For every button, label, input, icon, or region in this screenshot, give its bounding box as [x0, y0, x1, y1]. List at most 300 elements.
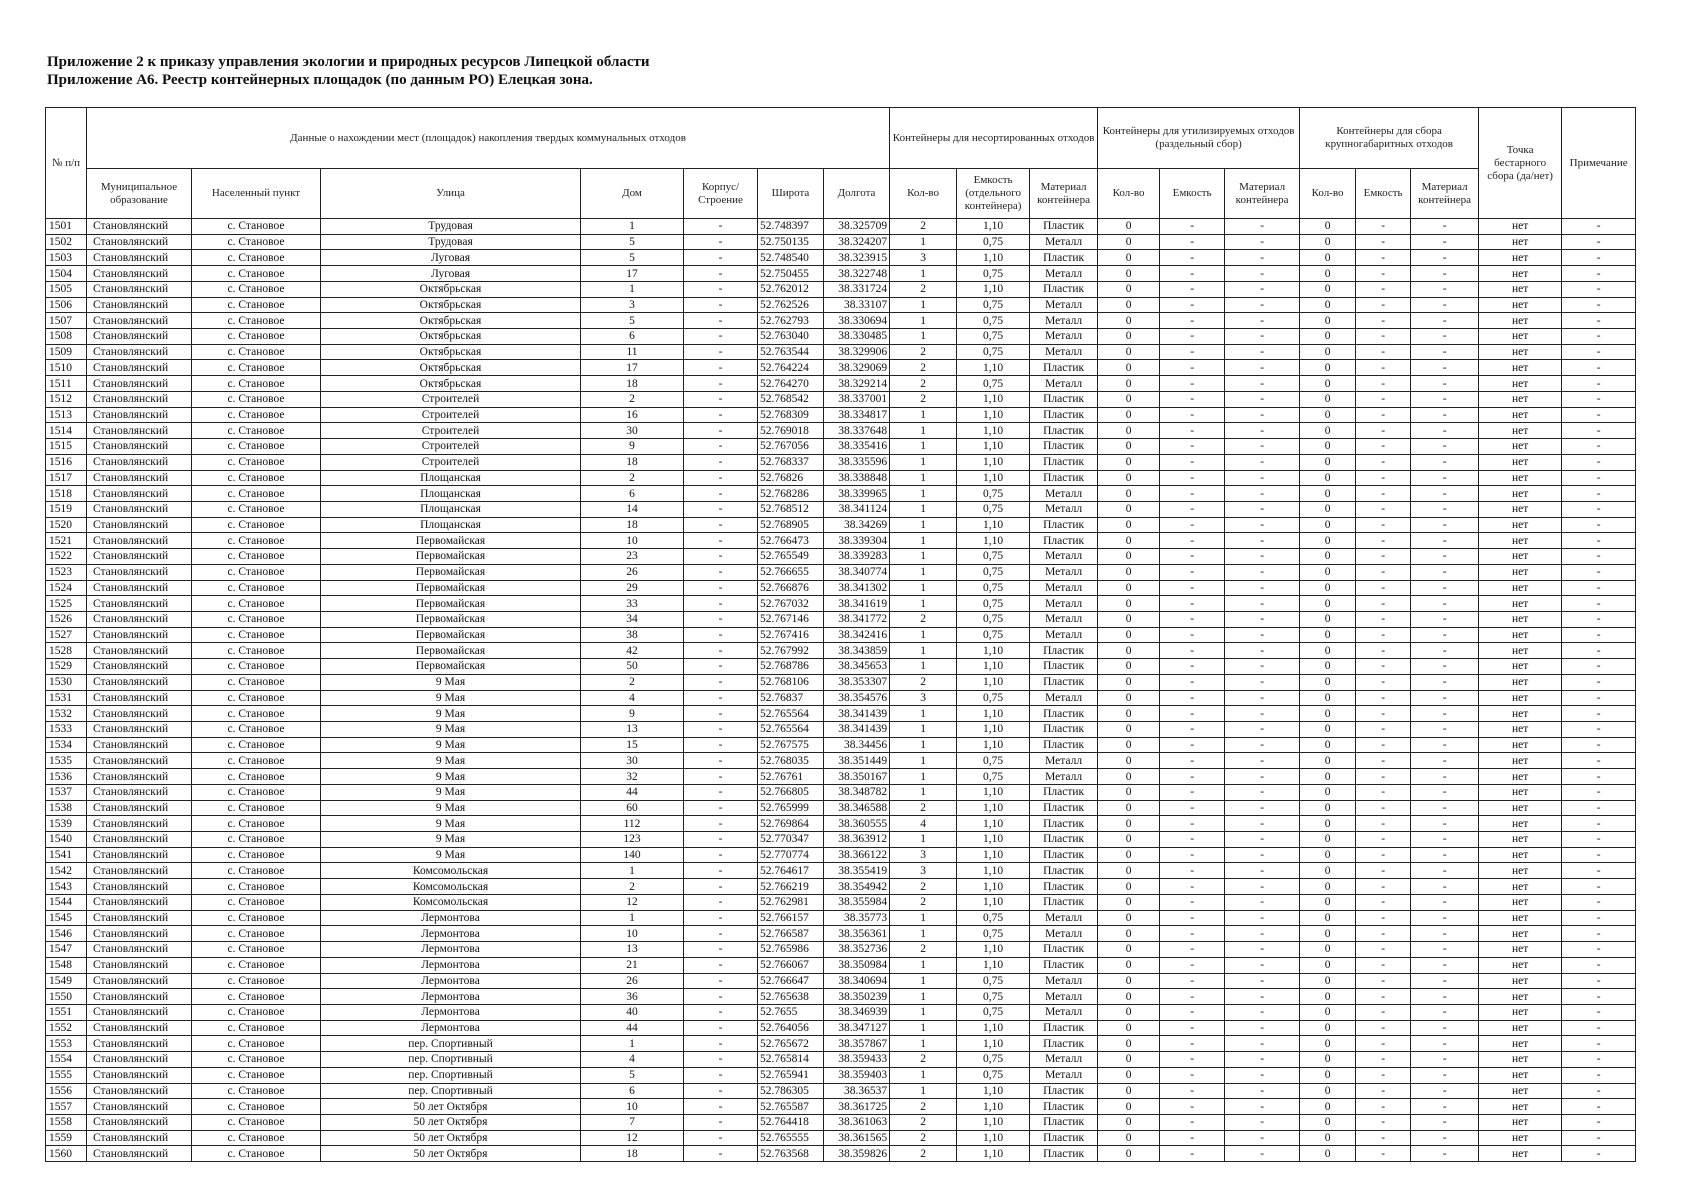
cell-street: Лермонтова	[321, 973, 581, 989]
cell-cap3: -	[1356, 769, 1411, 785]
cell-lon: 38.324207	[824, 234, 890, 250]
cell-n: 1518	[46, 486, 87, 502]
cell-q1: 1	[890, 769, 957, 785]
cell-lon: 38.359433	[824, 1052, 890, 1068]
cell-house: 44	[581, 1020, 684, 1036]
cell-cap1: 0,75	[957, 486, 1030, 502]
cell-note: -	[1562, 910, 1636, 926]
cell-point: нет	[1479, 407, 1562, 423]
cell-cap1: 0,75	[957, 753, 1030, 769]
table-row	[46, 470, 1636, 486]
cell-n: 1554	[46, 1052, 87, 1068]
cell-n: 1503	[46, 250, 87, 266]
cell-q2: 0	[1098, 234, 1160, 250]
cell-np: с. Становое	[192, 596, 321, 612]
cell-note: -	[1562, 957, 1636, 973]
cell-cap1: 0,75	[957, 1067, 1030, 1083]
cell-street: 9 Мая	[321, 847, 581, 863]
cell-house: 1	[581, 910, 684, 926]
cell-lon: 38.323915	[824, 250, 890, 266]
cell-cap2: -	[1160, 266, 1225, 282]
cell-note: -	[1562, 564, 1636, 580]
cell-street: Лермонтова	[321, 910, 581, 926]
cell-cap3: -	[1356, 250, 1411, 266]
cell-mat1: Пластик	[1030, 391, 1098, 407]
cell-mat2: -	[1225, 910, 1300, 926]
cell-mat3: -	[1411, 517, 1479, 533]
cell-point: нет	[1479, 926, 1562, 942]
cell-mat2: -	[1225, 564, 1300, 580]
cell-cap3: -	[1356, 784, 1411, 800]
cell-mat2: -	[1225, 1004, 1300, 1020]
cell-mat2: -	[1225, 1114, 1300, 1130]
cell-cap1: 0,75	[957, 910, 1030, 926]
table-row	[46, 942, 1636, 958]
cell-np: с. Становое	[192, 942, 321, 958]
cell-mat3: -	[1411, 281, 1479, 297]
header-num: № п/п	[46, 108, 87, 219]
cell-note: -	[1562, 659, 1636, 675]
cell-cap1: 0,75	[957, 266, 1030, 282]
cell-point: нет	[1479, 643, 1562, 659]
table-row	[46, 894, 1636, 910]
cell-n: 1522	[46, 549, 87, 565]
cell-cap1: 1,10	[957, 360, 1030, 376]
cell-cap2: -	[1160, 391, 1225, 407]
cell-q1: 1	[890, 910, 957, 926]
cell-n: 1558	[46, 1114, 87, 1130]
cell-cap1: 1,10	[957, 391, 1030, 407]
cell-street: Строителей	[321, 439, 581, 455]
cell-mat3: -	[1411, 910, 1479, 926]
cell-n: 1526	[46, 611, 87, 627]
cell-q2: 0	[1098, 643, 1160, 659]
cell-q1: 1	[890, 627, 957, 643]
cell-n: 1537	[46, 784, 87, 800]
cell-q3: 0	[1300, 926, 1356, 942]
cell-corp: -	[684, 894, 758, 910]
cell-mat1: Пластик	[1030, 1114, 1098, 1130]
cell-point: нет	[1479, 313, 1562, 329]
cell-note: -	[1562, 486, 1636, 502]
cell-n: 1524	[46, 580, 87, 596]
cell-np: с. Становое	[192, 784, 321, 800]
cell-street: 50 лет Октября	[321, 1146, 581, 1162]
cell-point: нет	[1479, 501, 1562, 517]
cell-cap1: 0,75	[957, 769, 1030, 785]
cell-cap2: -	[1160, 344, 1225, 360]
header-point: Точка бестарного сбора (да/нет)	[1479, 108, 1562, 219]
cell-cap3: -	[1356, 549, 1411, 565]
cell-np: с. Становое	[192, 611, 321, 627]
cell-cap2: -	[1160, 533, 1225, 549]
cell-cap1: 1,10	[957, 281, 1030, 297]
cell-n: 1527	[46, 627, 87, 643]
cell-house: 6	[581, 486, 684, 502]
cell-lat: 52.766805	[758, 784, 824, 800]
cell-q2: 0	[1098, 769, 1160, 785]
table-row	[46, 329, 1636, 345]
cell-q3: 0	[1300, 234, 1356, 250]
cell-n: 1534	[46, 737, 87, 753]
cell-street: Октябрьская	[321, 344, 581, 360]
cell-note: -	[1562, 219, 1636, 235]
cell-point: нет	[1479, 863, 1562, 879]
header-location-group: Данные о нахождении мест (площадок) накопления твердых коммунальных отходов	[87, 108, 890, 169]
table-row	[46, 517, 1636, 533]
header-row-columns	[46, 169, 1636, 219]
cell-lat: 52.766647	[758, 973, 824, 989]
cell-mat2: -	[1225, 407, 1300, 423]
cell-mat2: -	[1225, 784, 1300, 800]
cell-q1: 1	[890, 439, 957, 455]
cell-np: с. Становое	[192, 313, 321, 329]
cell-corp: -	[684, 1114, 758, 1130]
cell-mat1: Пластик	[1030, 517, 1098, 533]
cell-q1: 1	[890, 580, 957, 596]
cell-q3: 0	[1300, 942, 1356, 958]
cell-point: нет	[1479, 517, 1562, 533]
cell-np: с. Становое	[192, 847, 321, 863]
cell-house: 36	[581, 989, 684, 1005]
cell-cap2: -	[1160, 910, 1225, 926]
cell-cap3: -	[1356, 722, 1411, 738]
cell-street: 9 Мая	[321, 800, 581, 816]
cell-q3: 0	[1300, 816, 1356, 832]
cell-lat: 52.768035	[758, 753, 824, 769]
cell-mat3: -	[1411, 973, 1479, 989]
table-row	[46, 863, 1636, 879]
cell-lon: 38.33107	[824, 297, 890, 313]
cell-q3: 0	[1300, 533, 1356, 549]
cell-house: 50	[581, 659, 684, 675]
cell-q2: 0	[1098, 816, 1160, 832]
cell-mat3: -	[1411, 564, 1479, 580]
cell-mo: Становлянский	[87, 769, 192, 785]
cell-note: -	[1562, 800, 1636, 816]
cell-q3: 0	[1300, 973, 1356, 989]
cell-street: Первомайская	[321, 627, 581, 643]
cell-np: с. Становое	[192, 219, 321, 235]
table-row	[46, 989, 1636, 1005]
table-row	[46, 219, 1636, 235]
cell-mat3: -	[1411, 957, 1479, 973]
cell-cap3: -	[1356, 989, 1411, 1005]
cell-mat1: Пластик	[1030, 1036, 1098, 1052]
cell-note: -	[1562, 879, 1636, 895]
table-row	[46, 784, 1636, 800]
table-row	[46, 1004, 1636, 1020]
cell-cap1: 0,75	[957, 501, 1030, 517]
cell-street: 9 Мая	[321, 690, 581, 706]
cell-q3: 0	[1300, 266, 1356, 282]
cell-n: 1529	[46, 659, 87, 675]
cell-q2: 0	[1098, 360, 1160, 376]
cell-q3: 0	[1300, 643, 1356, 659]
cell-q2: 0	[1098, 863, 1160, 879]
cell-cap1: 0,75	[957, 580, 1030, 596]
cell-n: 1515	[46, 439, 87, 455]
cell-lon: 38.346588	[824, 800, 890, 816]
cell-lat: 52.768286	[758, 486, 824, 502]
cell-corp: -	[684, 376, 758, 392]
cell-note: -	[1562, 627, 1636, 643]
cell-q1: 2	[890, 344, 957, 360]
cell-cap2: -	[1160, 360, 1225, 376]
cell-q1: 2	[890, 281, 957, 297]
cell-mat2: -	[1225, 580, 1300, 596]
cell-n: 1545	[46, 910, 87, 926]
cell-street: 9 Мая	[321, 737, 581, 753]
cell-q1: 1	[890, 454, 957, 470]
cell-mo: Становлянский	[87, 564, 192, 580]
cell-q2: 0	[1098, 800, 1160, 816]
cell-n: 1543	[46, 879, 87, 895]
cell-cap3: -	[1356, 957, 1411, 973]
cell-mo: Становлянский	[87, 989, 192, 1005]
cell-lon: 38.335596	[824, 454, 890, 470]
cell-lat: 52.748540	[758, 250, 824, 266]
cell-cap3: -	[1356, 1130, 1411, 1146]
cell-n: 1505	[46, 281, 87, 297]
cell-point: нет	[1479, 423, 1562, 439]
cell-point: нет	[1479, 1067, 1562, 1083]
cell-cap2: -	[1160, 769, 1225, 785]
cell-mat2: -	[1225, 659, 1300, 675]
cell-n: 1535	[46, 753, 87, 769]
cell-q3: 0	[1300, 737, 1356, 753]
cell-n: 1510	[46, 360, 87, 376]
cell-mo: Становлянский	[87, 297, 192, 313]
cell-cap2: -	[1160, 234, 1225, 250]
cell-cap1: 0,75	[957, 234, 1030, 250]
cell-lon: 38.341619	[824, 596, 890, 612]
cell-n: 1531	[46, 690, 87, 706]
cell-point: нет	[1479, 659, 1562, 675]
cell-cap1: 1,10	[957, 423, 1030, 439]
cell-note: -	[1562, 816, 1636, 832]
cell-lat: 52.770774	[758, 847, 824, 863]
cell-q1: 2	[890, 1099, 957, 1115]
cell-n: 1507	[46, 313, 87, 329]
cell-corp: -	[684, 879, 758, 895]
cell-mat1: Пластик	[1030, 832, 1098, 848]
cell-np: с. Становое	[192, 989, 321, 1005]
cell-cap2: -	[1160, 627, 1225, 643]
cell-corp: -	[684, 266, 758, 282]
cell-q2: 0	[1098, 564, 1160, 580]
cell-q1: 1	[890, 501, 957, 517]
cell-lon: 38.351449	[824, 753, 890, 769]
cell-n: 1532	[46, 706, 87, 722]
cell-street: 9 Мая	[321, 832, 581, 848]
cell-np: с. Становое	[192, 580, 321, 596]
cell-q1: 2	[890, 360, 957, 376]
cell-cap2: -	[1160, 957, 1225, 973]
table-row	[46, 910, 1636, 926]
cell-mat3: -	[1411, 1067, 1479, 1083]
cell-cap1: 1,10	[957, 894, 1030, 910]
cell-street: Октябрьская	[321, 297, 581, 313]
cell-mat2: -	[1225, 942, 1300, 958]
cell-q2: 0	[1098, 753, 1160, 769]
cell-mo: Становлянский	[87, 1004, 192, 1020]
cell-cap1: 1,10	[957, 784, 1030, 800]
cell-point: нет	[1479, 722, 1562, 738]
cell-cap2: -	[1160, 423, 1225, 439]
header-np: Населенный пункт	[192, 169, 321, 219]
cell-lat: 52.76761	[758, 769, 824, 785]
cell-note: -	[1562, 423, 1636, 439]
cell-cap2: -	[1160, 800, 1225, 816]
cell-mat1: Пластик	[1030, 737, 1098, 753]
cell-lat: 52.765941	[758, 1067, 824, 1083]
cell-mat3: -	[1411, 376, 1479, 392]
cell-house: 44	[581, 784, 684, 800]
table-row	[46, 1099, 1636, 1115]
cell-mat2: -	[1225, 329, 1300, 345]
cell-note: -	[1562, 281, 1636, 297]
cell-note: -	[1562, 784, 1636, 800]
cell-mat3: -	[1411, 580, 1479, 596]
cell-street: пер. Спортивный	[321, 1067, 581, 1083]
cell-lat: 52.768542	[758, 391, 824, 407]
cell-lat: 52.766655	[758, 564, 824, 580]
cell-lon: 38.360555	[824, 816, 890, 832]
table-row	[46, 580, 1636, 596]
cell-mo: Становлянский	[87, 611, 192, 627]
cell-lat: 52.766876	[758, 580, 824, 596]
cell-np: с. Становое	[192, 423, 321, 439]
cell-mo: Становлянский	[87, 816, 192, 832]
cell-mat3: -	[1411, 1036, 1479, 1052]
cell-lon: 38.34456	[824, 737, 890, 753]
cell-q1: 1	[890, 832, 957, 848]
cell-mo: Становлянский	[87, 674, 192, 690]
cell-q3: 0	[1300, 611, 1356, 627]
cell-q2: 0	[1098, 250, 1160, 266]
cell-mat1: Пластик	[1030, 800, 1098, 816]
cell-corp: -	[684, 250, 758, 266]
cell-q1: 2	[890, 1146, 957, 1162]
cell-cap1: 1,10	[957, 957, 1030, 973]
cell-q3: 0	[1300, 957, 1356, 973]
cell-mat3: -	[1411, 926, 1479, 942]
cell-mat2: -	[1225, 470, 1300, 486]
cell-np: с. Становое	[192, 832, 321, 848]
cell-q3: 0	[1300, 517, 1356, 533]
cell-q3: 0	[1300, 549, 1356, 565]
cell-house: 1	[581, 219, 684, 235]
header-note: Примечание	[1562, 108, 1636, 219]
cell-mat1: Пластик	[1030, 957, 1098, 973]
cell-q2: 0	[1098, 549, 1160, 565]
cell-q3: 0	[1300, 1067, 1356, 1083]
cell-cap3: -	[1356, 1067, 1411, 1083]
cell-mat2: -	[1225, 1146, 1300, 1162]
cell-cap3: -	[1356, 800, 1411, 816]
cell-cap3: -	[1356, 879, 1411, 895]
cell-n: 1546	[46, 926, 87, 942]
cell-n: 1540	[46, 832, 87, 848]
cell-street: 9 Мая	[321, 706, 581, 722]
cell-point: нет	[1479, 989, 1562, 1005]
cell-mat1: Пластик	[1030, 407, 1098, 423]
cell-q1: 2	[890, 800, 957, 816]
cell-n: 1544	[46, 894, 87, 910]
cell-mat1: Металл	[1030, 329, 1098, 345]
cell-n: 1516	[46, 454, 87, 470]
table-body	[46, 219, 1636, 1162]
cell-mat1: Пластик	[1030, 439, 1098, 455]
cell-point: нет	[1479, 690, 1562, 706]
cell-street: Первомайская	[321, 643, 581, 659]
cell-q1: 1	[890, 737, 957, 753]
cell-mat1: Пластик	[1030, 533, 1098, 549]
table-row	[46, 407, 1636, 423]
cell-point: нет	[1479, 219, 1562, 235]
cell-q1: 1	[890, 407, 957, 423]
cell-q3: 0	[1300, 722, 1356, 738]
cell-mat2: -	[1225, 454, 1300, 470]
cell-mat3: -	[1411, 1114, 1479, 1130]
cell-cap2: -	[1160, 942, 1225, 958]
cell-point: нет	[1479, 281, 1562, 297]
cell-q2: 0	[1098, 894, 1160, 910]
cell-q2: 0	[1098, 942, 1160, 958]
cell-house: 29	[581, 580, 684, 596]
cell-corp: -	[684, 517, 758, 533]
cell-note: -	[1562, 1146, 1636, 1162]
cell-corp: -	[684, 659, 758, 675]
cell-lat: 52.767416	[758, 627, 824, 643]
cell-cap2: -	[1160, 1099, 1225, 1115]
cell-lat: 52.765587	[758, 1099, 824, 1115]
cell-cap3: -	[1356, 847, 1411, 863]
cell-cap1: 1,10	[957, 800, 1030, 816]
cell-mat2: -	[1225, 1036, 1300, 1052]
cell-mo: Становлянский	[87, 329, 192, 345]
cell-mat2: -	[1225, 926, 1300, 942]
cell-mat1: Пластик	[1030, 863, 1098, 879]
cell-point: нет	[1479, 784, 1562, 800]
cell-mat3: -	[1411, 266, 1479, 282]
cell-note: -	[1562, 1083, 1636, 1099]
cell-note: -	[1562, 1036, 1636, 1052]
cell-np: с. Становое	[192, 1130, 321, 1146]
cell-q3: 0	[1300, 769, 1356, 785]
cell-mat2: -	[1225, 281, 1300, 297]
cell-mat2: -	[1225, 344, 1300, 360]
cell-note: -	[1562, 674, 1636, 690]
cell-cap3: -	[1356, 501, 1411, 517]
cell-mat2: -	[1225, 1130, 1300, 1146]
cell-np: с. Становое	[192, 1067, 321, 1083]
cell-corp: -	[684, 423, 758, 439]
cell-cap1: 1,10	[957, 674, 1030, 690]
table-row	[46, 957, 1636, 973]
cell-q3: 0	[1300, 596, 1356, 612]
cell-q2: 0	[1098, 470, 1160, 486]
cell-house: 5	[581, 250, 684, 266]
cell-cap2: -	[1160, 1052, 1225, 1068]
table-header	[46, 108, 1636, 219]
cell-mat3: -	[1411, 486, 1479, 502]
cell-note: -	[1562, 470, 1636, 486]
cell-cap2: -	[1160, 1004, 1225, 1020]
cell-n: 1502	[46, 234, 87, 250]
cell-q1: 1	[890, 722, 957, 738]
